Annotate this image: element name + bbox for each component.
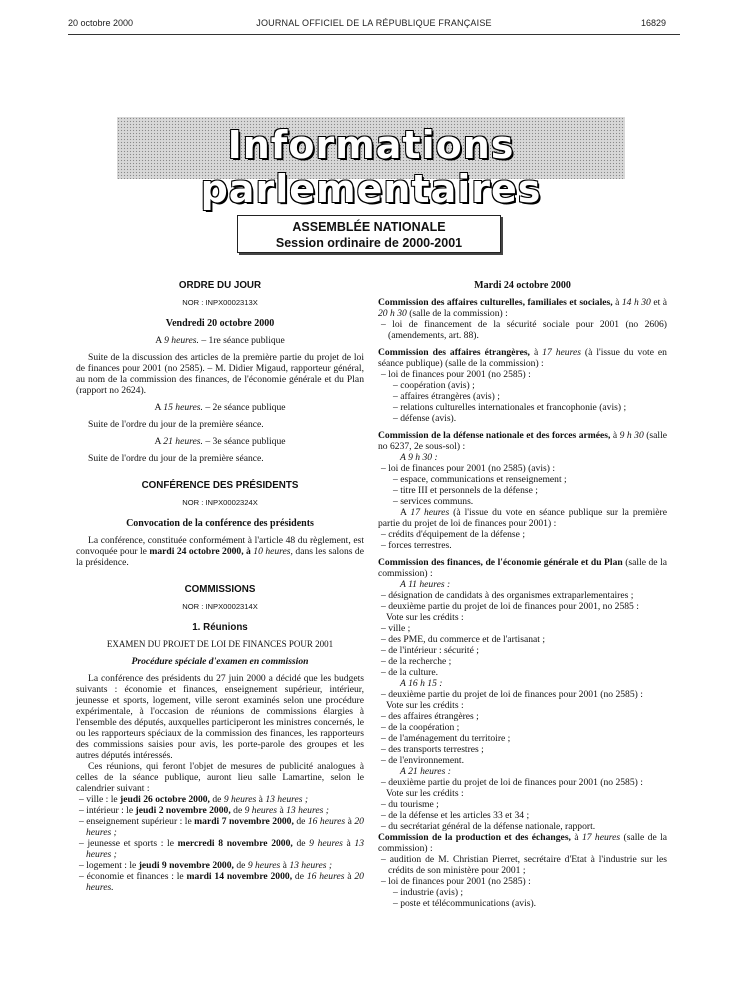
vote-item: – des affaires étrangères ; [381, 711, 479, 722]
vote-label: Vote sur les crédits : [386, 788, 464, 799]
vote-item: – des transports terrestres ; [381, 744, 484, 755]
assembly-title: ASSEMBLÉE NATIONALE [292, 220, 446, 234]
session-line: A 21 heures. – 3e séance publique [154, 436, 286, 447]
vote-item: – de la coopération ; [381, 722, 460, 733]
vote-label: Vote sur les crédits : [386, 612, 464, 623]
time-label: A 9 h 30 : [400, 452, 438, 463]
vote-item: – de l'aménagement du territoire ; [381, 733, 511, 744]
examen-title: EXAMEN DU PROJET DE LOI DE FINANCES POUR 2001 [106, 639, 334, 649]
vote-item: – des PME, du commerce et de l'artisanat ; [381, 634, 545, 645]
time-label: A 16 h 15 : [400, 678, 443, 689]
calendar-item: – enseignement supérieur : le mardi 7 novembre 2000, de 16 heures à 20 heures ; [79, 816, 364, 838]
nor-code: NOR : INPX0002324X [182, 498, 258, 507]
agenda-item: – désignation de candidats à des organismes extraparlementaires ; [381, 590, 634, 601]
calendar-item: – intérieur : le jeudi 2 novembre 2000, de 9 heures à 13 heures ; [79, 805, 329, 816]
agenda-item: – forces terrestres. [381, 540, 452, 551]
vote-item: – de l'intérieur : sécurité ; [381, 645, 479, 656]
agenda-subitem: – poste et télécommunications (avis). [393, 898, 537, 909]
agenda-item: – crédits d'équipement de la défense ; [381, 529, 525, 540]
session-title: Session ordinaire de 2000-2001 [275, 236, 463, 250]
banner [117, 117, 625, 211]
nor-code: NOR : INPX0002314X [182, 602, 258, 611]
nor-code: NOR : INPX0002313X [182, 298, 258, 307]
convocation-title: Convocation de la conférence des présidents [126, 518, 314, 529]
header-date: 20 octobre 2000 [68, 18, 134, 28]
agenda-subitem: – espace, communications et renseignement ; [393, 474, 567, 485]
agenda-note: A 17 heures (à l'issue du vote en séance publique sur la première partie du projet de loi de finances pour 2001) : [378, 507, 668, 529]
session-text: Suite de la discussion des articles de la première partie du projet de loi de finances pour 2001 (no 2585). – M. Didier Migaud, rapporteur général, au nom de la commission des finances, de l'économie générale et du Plan (rapport no 2624). [76, 352, 364, 396]
procedure-text: La conférence des présidents du 27 juin 2000 a décidé que les budgets suivants : économie et finances, enseignement supérieur, intérieur, jeunesse et sports, logement, ville seront examinés selon une procédure expérimentale, à l'occasion de réunions de commissions élargies à l'ensemble des députés, auxquelles participeront les ministres concernés, le ou les rapporteurs spéciaux de la commission des finances, les rapporteurs des commissions saisies pour avis, les porte-parole des groupes et les autres députés intéressés. [76, 673, 364, 761]
agenda-item: – loi de finances pour 2001 (no 2585) : [381, 369, 531, 380]
agenda-subitem: – coopération (avis) ; [393, 380, 475, 391]
time-label: A 21 heures : [400, 766, 451, 777]
agenda-subitem: – relations culturelles internationales et francophonie (avis) ; [393, 402, 627, 413]
ordre-du-jour-title: ORDRE DU JOUR [178, 280, 262, 291]
session-text: Suite de l'ordre du jour de la première séance. [88, 419, 264, 430]
agenda-subitem: – titre III et personnels de la défense ; [393, 485, 538, 496]
vote-item: – ville ; [381, 623, 411, 634]
calendar-item: – jeunesse et sports : le mercredi 8 novembre 2000, de 9 heures à 13 heures ; [79, 838, 365, 860]
procedure-title: Procédure spéciale d'examen en commission [131, 656, 309, 667]
vote-item: – du secrétariat général de la défense nationale, rapport. [381, 821, 596, 832]
vote-item: – de la culture. [381, 667, 439, 678]
left-column [76, 280, 364, 893]
header-rule [68, 34, 680, 35]
agenda-item: – deuxième partie du projet de loi de finances pour 2001, no 2585 : [381, 601, 639, 612]
agenda-item: – loi de financement de la sécurité sociale pour 2001 (no 2606) (amendements, art. 88). [381, 319, 667, 341]
right-column [378, 280, 667, 909]
session-line: A 9 heures. – 1re séance publique [155, 335, 285, 346]
convocation-text: La conférence, constituée conformément à l'article 48 du règlement, est convoquée pour le mardi 24 octobre 2000, à 10 heures, dans les salons de la présidence. [76, 535, 364, 568]
commission-heading: Commission des finances, de l'économie générale et du Plan (salle de la commission) : [378, 557, 667, 579]
vote-item: – de la recherche ; [381, 656, 452, 667]
calendar-item: – ville : le jeudi 26 octobre 2000, de 9 heures à 13 heures ; [79, 794, 309, 805]
date-heading: Vendredi 20 octobre 2000 [165, 318, 275, 329]
agenda-subitem: – services communs. [393, 496, 474, 507]
session-line: A 15 heures. – 2e séance publique [154, 402, 286, 413]
agenda-item: – deuxième partie du projet de loi de finances pour 2001 (no 2585) : [381, 689, 643, 700]
vote-item: – de la défense et les articles 33 et 34 ; [381, 810, 530, 821]
calendar-item: – économie et finances : le mardi 14 novembre 2000, de 16 heures à 20 heures. [79, 871, 364, 893]
commission-heading: Commission de la production et des échanges, à 17 heures (salle de la commission) : [378, 832, 668, 854]
vote-item: – de l'environnement. [381, 755, 464, 766]
commission-heading: Commission des affaires étrangères, à 17 heures (à l'issue du vote en séance publique) (salle de la commission) : [378, 347, 667, 369]
header-page-number: 16829 [640, 18, 666, 28]
page-header [0, 18, 748, 34]
calendar-intro: Ces réunions, qui feront l'objet de mesures de publicité analogues à celles de la séance publique, auront lieu salle Lamartine, selon le calendrier suivant : [76, 761, 364, 794]
agenda-item: – loi de finances pour 2001 (no 2585) : [381, 876, 531, 887]
date-heading: Mardi 24 octobre 2000 [474, 280, 571, 291]
session-text: Suite de l'ordre du jour de la première séance. [88, 453, 264, 464]
agenda-item: – audition de M. Christian Pierret, secrétaire d'Etat à l'industrie sur les crédits de son ministère pour 2001 ; [381, 854, 667, 876]
calendar-item: – logement : le jeudi 9 novembre 2000, de 9 heures à 13 heures ; [79, 860, 333, 871]
agenda-item: – loi de finances pour 2001 (no 2585) (avis) : [381, 463, 555, 474]
commission-heading: Commission de la défense nationale et des forces armées, à 9 h 30 (salle no 6237, 2e sous-sol) : [378, 430, 668, 452]
conference-title: CONFÉRENCE DES PRÉSIDENTS [141, 480, 299, 491]
vote-item: – du tourisme ; [381, 799, 439, 810]
commission-heading: Commission des affaires culturelles, familiales et sociales, à 14 h 30 et à 20 h 30 (salle de la commission) : [378, 297, 667, 319]
agenda-subitem: – industrie (avis) ; [393, 887, 464, 898]
agenda-item: – deuxième partie du projet de loi de finances pour 2001 (no 2585) : [381, 777, 643, 788]
agenda-subitem: – défense (avis). [393, 413, 457, 424]
banner-title: Informations parlementaires [200, 123, 542, 211]
header-journal: JOURNAL OFFICIEL DE LA RÉPUBLIQUE FRANÇAISE [256, 18, 492, 28]
assembly-box [237, 215, 501, 253]
agenda-subitem: – affaires étrangères (avis) ; [393, 391, 500, 402]
reunions-title: 1. Réunions [192, 622, 248, 633]
time-label: A 11 heures : [400, 579, 451, 590]
vote-label: Vote sur les crédits : [386, 700, 464, 711]
commissions-title: COMMISSIONS [184, 584, 256, 595]
